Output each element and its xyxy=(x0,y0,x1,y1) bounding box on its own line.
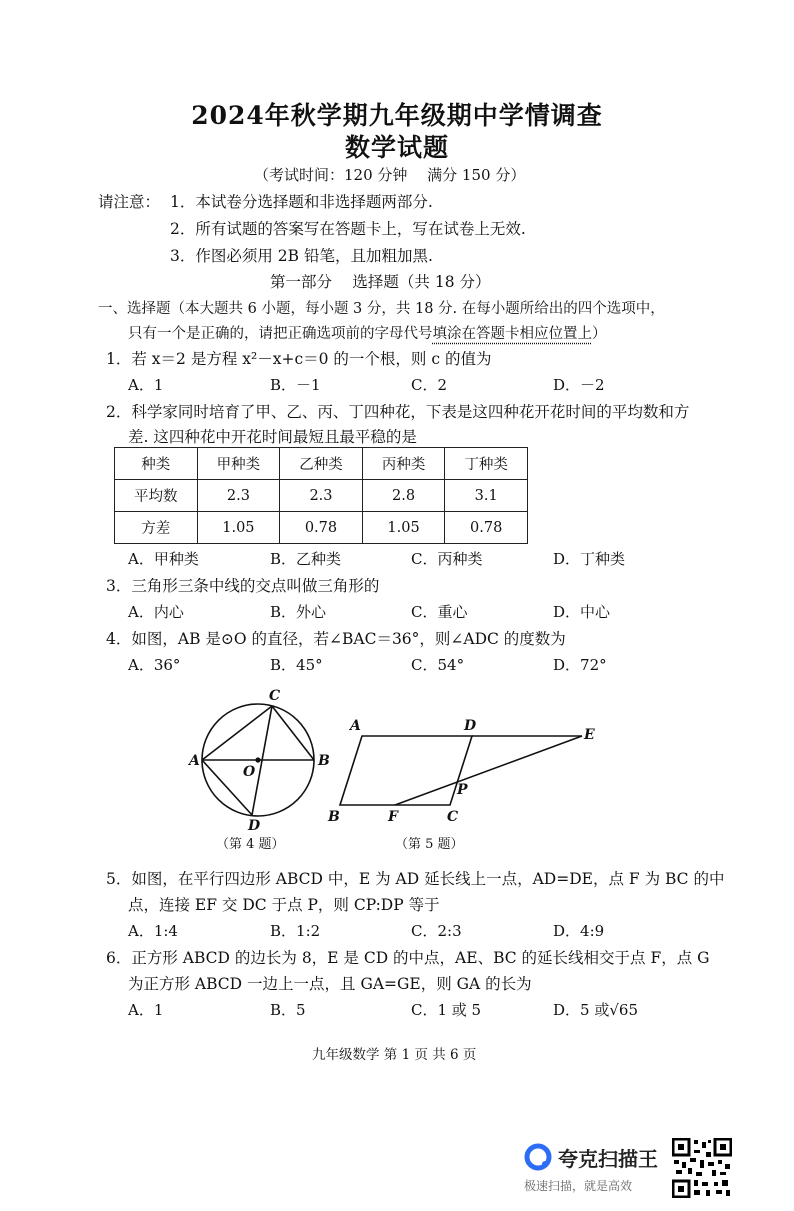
option-c: C．1 或 5 xyxy=(411,1001,482,1019)
option-c: C．2 xyxy=(411,376,448,394)
flower-data-table xyxy=(114,447,528,544)
segment-ef xyxy=(395,736,582,805)
option-c: C．2:3 xyxy=(411,922,462,940)
label-b: B xyxy=(318,753,330,769)
label-a: A xyxy=(350,718,361,734)
label-p: P xyxy=(457,782,468,798)
table-row xyxy=(115,480,528,512)
geometry-figures xyxy=(180,684,620,834)
table-header-cell: 种类 xyxy=(115,448,198,480)
question-1: 1．若 x＝2 是方程 x²－x+c＝0 的一个根，则 c 的值为 xyxy=(106,350,492,368)
option-a: A．1 xyxy=(128,376,164,394)
question-2-line2: 差. 这四种花中开花时间最短且最平稳的是 xyxy=(128,428,417,446)
parallelogram-abcd xyxy=(340,736,472,805)
emphasis-text: 填涂在答题卡相应位置上 xyxy=(432,326,592,342)
label-f: F xyxy=(388,809,398,825)
table-cell: 3.1 xyxy=(445,480,528,512)
question-3: 3．三角形三条中线的交点叫做三角形的 xyxy=(106,577,380,595)
page-footer: 九年级数学 第 1 页 共 6 页 xyxy=(312,1047,477,1063)
table-cell: 0.78 xyxy=(445,512,528,544)
option-d: D．－2 xyxy=(553,376,605,394)
section-intro: 一、选择题（本大题共 6 小题，每小题 3 分，共 18 分. 在每小题所给出的四个选项中， xyxy=(98,301,665,317)
exam-info: （考试时间：120 分钟 满分 150 分） xyxy=(254,166,526,184)
table-cell: 1.05 xyxy=(197,512,280,544)
option-d: D．丁种类 xyxy=(553,550,626,568)
segment-ac xyxy=(202,706,272,760)
table-cell: 2.3 xyxy=(280,480,363,512)
table-row xyxy=(115,512,528,544)
question-6-line2: 为正方形 ABCD 一边上一点，且 GA=GE，则 GA 的长为 xyxy=(128,975,532,993)
question-5-line2: 点，连接 EF 交 DC 于点 P，则 CP:DP 等于 xyxy=(128,896,440,914)
question-6: 6．正方形 ABCD 的边长为 8，E 是 CD 的中点，AE、BC 的延长线相交于点 F，点 G xyxy=(106,949,710,967)
table-cell: 0.78 xyxy=(280,512,363,544)
option-b: B．－1 xyxy=(270,376,321,394)
scanner-watermark xyxy=(520,1137,670,1197)
qr-code-icon xyxy=(672,1138,732,1198)
option-d: D．4:9 xyxy=(553,922,605,940)
label-c: C xyxy=(269,688,281,704)
table-header-cell: 丙种类 xyxy=(362,448,445,480)
table-cell: 平均数 xyxy=(115,480,198,512)
option-a: A．甲种类 xyxy=(128,550,199,568)
table-cell: 1.05 xyxy=(362,512,445,544)
option-c: C．丙种类 xyxy=(411,550,483,568)
label-a: A xyxy=(189,753,200,769)
note-item: 1．本试卷分选择题和非选择题两部分. xyxy=(170,193,433,211)
question-4: 4．如图，AB 是⊙O 的直径，若∠BAC＝36°，则∠ADC 的度数为 xyxy=(106,630,566,648)
label-d: D xyxy=(464,718,477,734)
table-cell: 2.3 xyxy=(197,480,280,512)
option-d: D．中心 xyxy=(553,603,611,621)
option-a: A．1 xyxy=(128,1001,164,1019)
quark-logo-icon xyxy=(524,1143,552,1171)
option-b: B．1:2 xyxy=(270,922,321,940)
label-c: C xyxy=(447,809,459,825)
figure-4-caption: （第 4 题） xyxy=(216,837,285,852)
figure-4-circle xyxy=(202,704,314,816)
option-b: B．乙种类 xyxy=(270,550,342,568)
table-header-cell: 丁种类 xyxy=(445,448,528,480)
option-a: A．1:4 xyxy=(128,922,178,940)
table-row xyxy=(115,448,528,480)
part-title: 第一部分 选择题（共 18 分） xyxy=(270,273,491,291)
label-o: O xyxy=(243,764,256,780)
label-e: E xyxy=(584,727,595,743)
section-intro-2: 只有一个是正确的，请把正确选项前的字母代号填涂在答题卡相应位置上） xyxy=(128,326,607,342)
note-item: 3．作图必须用 2B 铅笔，且加粗加黑. xyxy=(170,247,433,265)
note-item: 2．所有试题的答案写在答题卡上，写在试卷上无效. xyxy=(170,220,526,238)
option-b: B．5 xyxy=(270,1001,306,1019)
table-header-cell: 甲种类 xyxy=(197,448,280,480)
option-a: A．36° xyxy=(128,656,181,674)
center-point xyxy=(256,758,260,762)
table-header-cell: 乙种类 xyxy=(280,448,363,480)
option-b: B．外心 xyxy=(270,603,327,621)
option-a: A．内心 xyxy=(128,603,184,621)
table-cell: 方差 xyxy=(115,512,198,544)
brand-slogan: 极速扫描，就是高效 xyxy=(524,1179,633,1193)
question-2: 2．科学家同时培育了甲、乙、丙、丁四种花，下表是这四种花开花时间的平均数和方 xyxy=(106,403,690,421)
table-cell: 2.8 xyxy=(362,480,445,512)
option-c: C．54° xyxy=(411,656,465,674)
brand-name: 夸克扫描王 xyxy=(558,1147,658,1171)
option-b: B．45° xyxy=(270,656,323,674)
figure-5-caption: （第 5 题） xyxy=(395,837,464,852)
option-d: D．72° xyxy=(553,656,607,674)
option-c: C．重心 xyxy=(411,603,468,621)
label-d: D xyxy=(248,818,261,834)
label-b: B xyxy=(328,809,340,825)
exam-title: 2024年秋学期九年级期中学情调查 xyxy=(191,101,603,130)
notes-prefix: 请注意： xyxy=(98,193,161,211)
option-d: D．5 或√65 xyxy=(553,1001,638,1019)
question-5: 5．如图，在平行四边形 ABCD 中，E 为 AD 延长线上一点，AD=DE，点 F 为 BC 的中 xyxy=(106,870,725,888)
exam-subtitle: 数学试题 xyxy=(344,133,449,162)
